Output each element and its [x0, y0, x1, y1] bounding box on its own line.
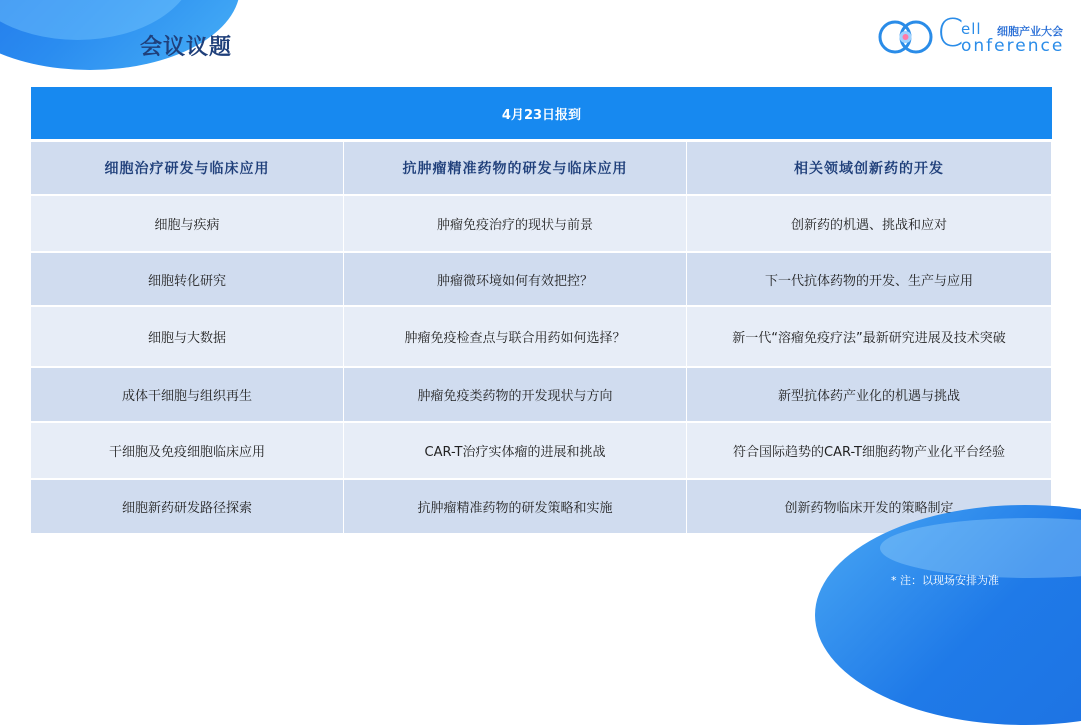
logo-onference: onference [961, 36, 1065, 56]
table-cell: 肿瘤免疫治疗的现状与前景 [344, 196, 687, 251]
column-header: 细胞治疗研发与临床应用 [31, 142, 344, 194]
logo-chinese-name: 细胞产业大会 [997, 25, 1063, 38]
table-cell: 新型抗体药产业化的机遇与挑战 [687, 368, 1052, 421]
table-cell: 肿瘤免疫类药物的开发现状与方向 [344, 368, 687, 421]
table-cell: 细胞转化研究 [31, 253, 344, 305]
agenda-table [31, 142, 1052, 533]
table-cell: 肿瘤免疫检查点与联合用药如何选择？ [344, 307, 687, 366]
column-header: 抗肿瘤精准药物的研发与临床应用 [344, 142, 687, 194]
table-cell: 细胞与大数据 [31, 307, 344, 366]
logo-rings-icon [878, 19, 934, 55]
column-header: 相关领域创新药的开发 [687, 142, 1052, 194]
table-cell: 符合国际趋势的CAR-T细胞药物产业化平台经验 [687, 423, 1052, 478]
table-cell: 肿瘤微环境如何有效把控？ [344, 253, 687, 305]
page-title: 会议议题 [140, 35, 233, 60]
table-cell: 下一代抗体药物的开发、生产与应用 [687, 253, 1052, 305]
logo-letter-c: C [937, 11, 964, 55]
table-cell: 细胞新药研发路径探索 [31, 480, 344, 533]
table-cell: 创新药的机遇、挑战和应对 [687, 196, 1052, 251]
table-cell: 细胞与疾病 [31, 196, 344, 251]
table-cell: 干细胞及免疫细胞临床应用 [31, 423, 344, 478]
table-cell: 抗肿瘤精准药物的研发策略和实施 [344, 480, 687, 533]
table-cell: CAR-T治疗实体瘤的进展和挑战 [344, 423, 687, 478]
table-cell: 新一代“溶瘤免疫疗法”最新研究进展及技术突破 [687, 307, 1052, 366]
table-cell: 成体干细胞与组织再生 [31, 368, 344, 421]
registration-banner: 4月23日报到 [31, 87, 1052, 139]
cell-conference-logo [878, 11, 1068, 59]
footnote: * 注：以现场安排为准 [891, 574, 999, 587]
table-cell: 创新药物临床开发的策略制定 [687, 480, 1052, 533]
logo-ell: ell [961, 20, 982, 38]
